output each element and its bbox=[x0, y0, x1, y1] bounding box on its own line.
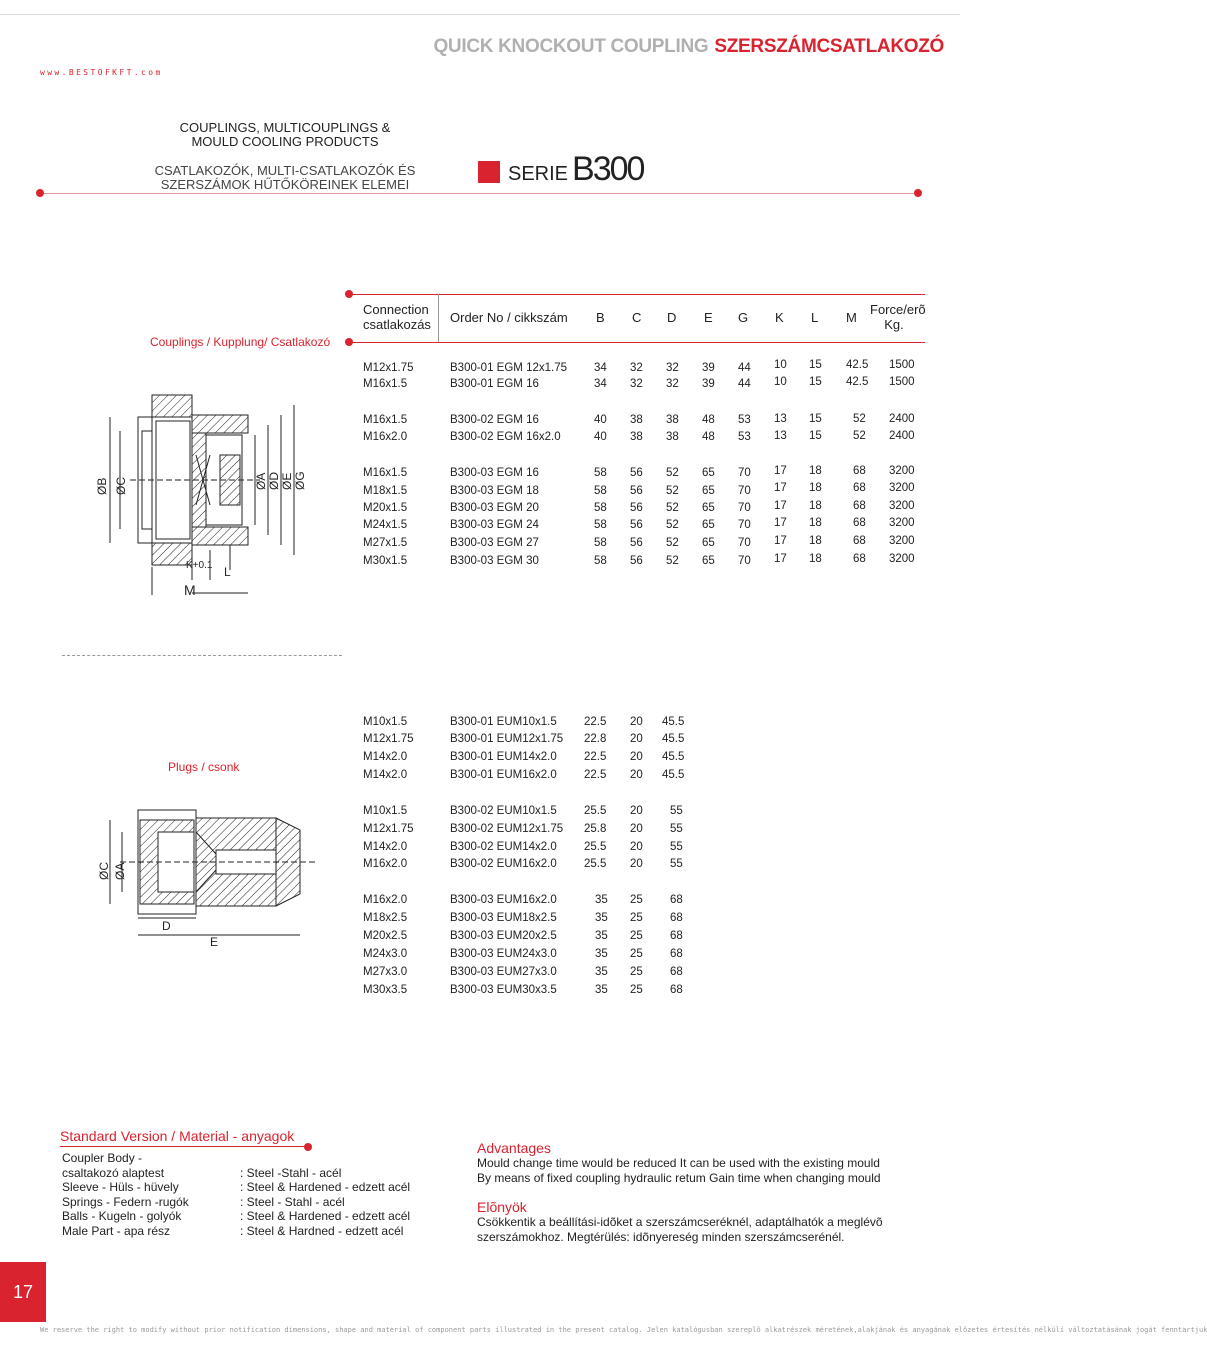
cell-G: 44 bbox=[738, 378, 751, 390]
cell-C: 56 bbox=[630, 555, 643, 567]
header-force-unit: Kg. bbox=[884, 317, 904, 332]
cell-value-3: 55 bbox=[670, 858, 683, 870]
cell-value-3: 68 bbox=[670, 948, 683, 960]
cell-C: 56 bbox=[630, 467, 643, 479]
cell-value-3: 68 bbox=[670, 894, 683, 906]
cell-connection: M30x3.5 bbox=[363, 984, 408, 996]
cell-value-3: 68 bbox=[670, 912, 683, 924]
divider-dot-left bbox=[36, 189, 44, 197]
cell-order: B300-03 EUM30x3.5 bbox=[450, 984, 557, 996]
coupling-drawing bbox=[95, 395, 325, 600]
cell-value-2: 20 bbox=[630, 751, 643, 763]
cell-C: 56 bbox=[630, 485, 643, 497]
cell-D: 52 bbox=[666, 502, 679, 514]
cell-value-3: 45.5 bbox=[662, 716, 685, 728]
cell-connection: M14x2.0 bbox=[363, 841, 408, 853]
cell-E: 65 bbox=[702, 502, 715, 514]
cell-connection: M14x2.0 bbox=[363, 769, 408, 781]
dim-M: M bbox=[184, 582, 196, 598]
cell-K: 17 bbox=[774, 553, 787, 565]
cell-force: 2400 bbox=[889, 430, 915, 442]
cell-value-2: 25 bbox=[630, 894, 643, 906]
cell-B: 34 bbox=[594, 362, 607, 374]
cell-D: 52 bbox=[666, 467, 679, 479]
cell-E: 48 bbox=[702, 431, 715, 443]
dim-B: ØB bbox=[95, 477, 109, 495]
dim-K: K+0.1 bbox=[186, 560, 213, 571]
header-E: E bbox=[704, 310, 713, 325]
cell-K: 17 bbox=[774, 465, 787, 477]
cell-L: 18 bbox=[809, 465, 822, 477]
cell-G: 70 bbox=[738, 537, 751, 549]
serie-badge bbox=[478, 150, 643, 189]
cell-L: 18 bbox=[809, 517, 822, 529]
cell-K: 13 bbox=[774, 413, 787, 425]
cell-connection: M30x1.5 bbox=[363, 555, 408, 567]
cell-K: 17 bbox=[774, 500, 787, 512]
cell-L: 18 bbox=[809, 535, 822, 547]
plug-dim-D: D bbox=[162, 919, 171, 933]
section-dashes bbox=[62, 655, 342, 656]
cell-E: 39 bbox=[702, 378, 715, 390]
dim-A: ØA bbox=[254, 472, 268, 490]
cell-connection: M18x1.5 bbox=[363, 485, 408, 497]
cell-value-2: 25 bbox=[630, 912, 643, 924]
cell-G: 44 bbox=[738, 362, 751, 374]
material-title: Standard Version / Material - anyagok bbox=[60, 1128, 295, 1144]
material-dot bbox=[304, 1143, 312, 1151]
cell-B: 34 bbox=[594, 378, 607, 390]
cell-value-3: 45.5 bbox=[662, 769, 685, 781]
category-hu bbox=[110, 164, 460, 192]
advantages-line1: Mould change time would be reduced It can be used with the existing mould bbox=[477, 1156, 880, 1170]
disclaimer: We reserve the right to modify without prior notification dimensions, shape and material of component parts illustrated in the present catalog. Jelen katalógusban szereplõ alkatrészek méretének,alakjának és anyagának elõzetes értesítés nélküli változtatásának jogát fenntartjuk bbox=[40, 1326, 1207, 1334]
couplings-label: Couplings / Kupplung/ Csatlakozó bbox=[150, 335, 331, 349]
cell-order: B300-03 EUM18x2.5 bbox=[450, 912, 557, 924]
header-D: D bbox=[667, 310, 677, 325]
cell-connection: M12x1.75 bbox=[363, 823, 414, 835]
cell-connection: M16x1.5 bbox=[363, 414, 408, 426]
cell-value-1: 25.8 bbox=[584, 823, 607, 835]
cell-value-2: 20 bbox=[630, 733, 643, 745]
cell-force: 3200 bbox=[889, 465, 915, 477]
cell-connection: M16x2.0 bbox=[363, 431, 408, 443]
cell-order: B300-02 EUM16x2.0 bbox=[450, 858, 557, 870]
cell-order: B300-01 EUM10x1.5 bbox=[450, 716, 557, 728]
category-en bbox=[120, 121, 450, 149]
cell-B: 58 bbox=[594, 537, 607, 549]
cell-order: B300-03 EUM27x3.0 bbox=[450, 966, 557, 978]
cell-value-2: 25 bbox=[630, 984, 643, 996]
cell-connection: M27x1.5 bbox=[363, 537, 408, 549]
header-dot-bottom bbox=[345, 338, 353, 346]
cell-K: 17 bbox=[774, 517, 787, 529]
cell-order: B300-01 EUM12x1.75 bbox=[450, 733, 564, 745]
cell-L: 18 bbox=[809, 482, 822, 494]
material-name: Balls - Kugeln - golyók bbox=[62, 1209, 182, 1223]
cell-order: B300-02 EGM 16 bbox=[450, 414, 539, 426]
cell-G: 70 bbox=[738, 485, 751, 497]
cell-M: 68 bbox=[853, 482, 866, 494]
cell-order: B300-03 EGM 30 bbox=[450, 555, 539, 567]
cell-K: 17 bbox=[774, 535, 787, 547]
cell-L: 15 bbox=[809, 413, 822, 425]
cell-C: 38 bbox=[630, 431, 643, 443]
cell-connection: M20x2.5 bbox=[363, 930, 408, 942]
header-M: M bbox=[846, 310, 857, 325]
cell-value-2: 20 bbox=[630, 823, 643, 835]
cell-connection: M10x1.5 bbox=[363, 716, 408, 728]
cell-C: 56 bbox=[630, 519, 643, 531]
cell-order: B300-03 EUM24x3.0 bbox=[450, 948, 557, 960]
cell-C: 32 bbox=[630, 378, 643, 390]
cell-connection: M20x1.5 bbox=[363, 502, 408, 514]
category-hu-line2: SZERSZÁMOK HŰTŐKÖREINEK ELEMEI bbox=[160, 177, 410, 192]
cell-order: B300-03 EUM20x2.5 bbox=[450, 930, 557, 942]
header-C: C bbox=[632, 310, 642, 325]
category-en-line1: COUPLINGS, MULTICOUPLINGS & bbox=[179, 120, 391, 135]
serie-code: B300 bbox=[572, 150, 644, 188]
cell-connection: M16x1.5 bbox=[363, 467, 408, 479]
cell-D: 52 bbox=[666, 519, 679, 531]
material-values bbox=[240, 1151, 410, 1238]
cell-K: 17 bbox=[774, 482, 787, 494]
cell-value-2: 25 bbox=[630, 966, 643, 978]
header-L: L bbox=[811, 310, 819, 325]
cell-value-2: 20 bbox=[630, 858, 643, 870]
cell-D: 32 bbox=[666, 378, 679, 390]
cell-force: 3200 bbox=[889, 535, 915, 547]
cell-value-2: 25 bbox=[630, 930, 643, 942]
cell-value-3: 55 bbox=[670, 805, 683, 817]
cell-force: 3200 bbox=[889, 500, 915, 512]
cell-connection: M16x2.0 bbox=[363, 858, 408, 870]
dim-L: L bbox=[224, 565, 231, 579]
cell-value-2: 20 bbox=[630, 716, 643, 728]
header-force-label: Force/erõ bbox=[870, 302, 926, 317]
cell-K: 10 bbox=[774, 376, 787, 388]
site-url[interactable]: www.BESTOFKFT.com bbox=[40, 68, 163, 77]
cell-B: 40 bbox=[594, 414, 607, 426]
cell-order: B300-03 EGM 24 bbox=[450, 519, 539, 531]
cell-connection: M24x1.5 bbox=[363, 519, 408, 531]
header-separator bbox=[438, 294, 439, 342]
cell-value-3: 45.5 bbox=[662, 733, 685, 745]
advantages-title-hu: Elõnyök bbox=[477, 1199, 527, 1215]
cell-D: 52 bbox=[666, 537, 679, 549]
cell-M: 68 bbox=[853, 553, 866, 565]
page-number: 17 bbox=[0, 1262, 46, 1322]
cell-G: 70 bbox=[738, 502, 751, 514]
cell-value-1: 22.5 bbox=[584, 751, 607, 763]
cell-value-3: 45.5 bbox=[662, 751, 685, 763]
cell-connection: M24x3.0 bbox=[363, 948, 408, 960]
cell-M: 68 bbox=[853, 465, 866, 477]
cell-M: 68 bbox=[853, 517, 866, 529]
header-force bbox=[870, 302, 926, 332]
dim-D: ØD bbox=[267, 472, 281, 490]
cell-B: 58 bbox=[594, 519, 607, 531]
material-names bbox=[62, 1151, 189, 1238]
cell-B: 58 bbox=[594, 555, 607, 567]
dim-E: ØE bbox=[280, 472, 294, 490]
cell-L: 18 bbox=[809, 500, 822, 512]
plug-dim-C: ØC bbox=[97, 862, 111, 880]
cell-connection: M18x2.5 bbox=[363, 912, 408, 924]
header-connection-en: Connection bbox=[363, 302, 429, 317]
cell-K: 10 bbox=[774, 359, 787, 371]
material-value: : Steel & Hardened - edzett acél bbox=[240, 1209, 411, 1223]
cell-value-1: 35 bbox=[595, 948, 608, 960]
header-title-en: QUICK KNOCKOUT COUPLING bbox=[433, 36, 709, 57]
cell-M: 68 bbox=[853, 500, 866, 512]
cell-G: 53 bbox=[738, 414, 751, 426]
category-en-line2: MOULD COOLING PRODUCTS bbox=[191, 134, 379, 149]
material-name: Springs - Federn -rugók bbox=[62, 1194, 189, 1209]
cell-M: 52 bbox=[853, 430, 866, 442]
cell-D: 32 bbox=[666, 362, 679, 374]
cell-force: 2400 bbox=[889, 413, 915, 425]
cell-C: 32 bbox=[630, 362, 643, 374]
cell-value-2: 25 bbox=[630, 948, 643, 960]
advantages-hu-line1: Csökkentik a beállítási-idõket a szerszámcseréknél, adaptálhatók a meglévõ bbox=[477, 1215, 883, 1229]
cell-value-1: 22.5 bbox=[584, 769, 607, 781]
cell-value-1: 25.5 bbox=[584, 841, 607, 853]
cell-G: 70 bbox=[738, 555, 751, 567]
advantages-hu-line2: szerszámokhoz. Megtérülés: idõnyereség minden szerszámcserénél. bbox=[477, 1229, 845, 1244]
cell-order: B300-01 EUM14x2.0 bbox=[450, 751, 557, 763]
cell-order: B300-02 EUM10x1.5 bbox=[450, 805, 557, 817]
header-G: G bbox=[738, 310, 749, 325]
cell-value-1: 22.8 bbox=[584, 733, 607, 745]
cell-connection: M12x1.75 bbox=[363, 362, 414, 374]
plug-dim-E: E bbox=[210, 935, 219, 949]
cell-connection: M10x1.5 bbox=[363, 805, 408, 817]
cell-B: 58 bbox=[594, 467, 607, 479]
cell-L: 15 bbox=[809, 376, 822, 388]
header-B: B bbox=[596, 310, 605, 325]
cell-value-1: 22.5 bbox=[584, 716, 607, 728]
cell-order: B300-02 EUM14x2.0 bbox=[450, 841, 557, 853]
header-K: K bbox=[775, 310, 784, 325]
cell-force: 1500 bbox=[889, 376, 915, 388]
advantages-title: Advantages bbox=[477, 1140, 551, 1156]
cell-order: B300-01 EUM16x2.0 bbox=[450, 769, 557, 781]
cell-connection: M16x1.5 bbox=[363, 378, 408, 390]
cell-order: B300-03 EUM16x2.0 bbox=[450, 894, 557, 906]
material-value: : Steel & Hardened - edzett acél bbox=[240, 1180, 411, 1194]
cell-value-1: 35 bbox=[595, 894, 608, 906]
table-header-bottom-rule bbox=[347, 342, 925, 343]
cell-order: B300-01 EGM 12x1.75 bbox=[450, 362, 567, 374]
cell-E: 65 bbox=[702, 555, 715, 567]
cell-order: B300-03 EGM 20 bbox=[450, 502, 539, 514]
section-divider bbox=[38, 193, 918, 194]
header-title-hu: SZERSZÁMCSATLAKOZÓ bbox=[714, 36, 944, 57]
cell-value-2: 20 bbox=[630, 805, 643, 817]
cell-value-1: 25.5 bbox=[584, 858, 607, 870]
cell-D: 52 bbox=[666, 555, 679, 567]
category-hu-line1: CSATLAKOZÓK, MULTI-CSATLAKOZÓK ÉS bbox=[154, 163, 416, 178]
cell-G: 53 bbox=[738, 431, 751, 443]
cell-value-3: 55 bbox=[670, 823, 683, 835]
cell-order: B300-03 EGM 18 bbox=[450, 485, 539, 497]
cell-value-3: 55 bbox=[670, 841, 683, 853]
material-name: Male Part - apa rész bbox=[62, 1223, 171, 1238]
header-order: Order No / cikkszám bbox=[450, 310, 568, 325]
cell-value-3: 68 bbox=[670, 966, 683, 978]
material-underline bbox=[60, 1146, 308, 1147]
cell-order: B300-02 EUM12x1.75 bbox=[450, 823, 564, 835]
cell-value-2: 20 bbox=[630, 841, 643, 853]
cell-E: 65 bbox=[702, 485, 715, 497]
serie-label: SERIE bbox=[508, 163, 569, 185]
cell-L: 15 bbox=[809, 359, 822, 371]
cell-E: 48 bbox=[702, 414, 715, 426]
material-value: : Steel -Stahl - acél bbox=[240, 1165, 342, 1180]
cell-C: 56 bbox=[630, 502, 643, 514]
header-connection bbox=[363, 302, 431, 332]
cell-M: 42.5 bbox=[846, 359, 869, 371]
cell-E: 65 bbox=[702, 519, 715, 531]
top-rule bbox=[0, 14, 960, 15]
cell-value-1: 35 bbox=[595, 966, 608, 978]
cell-order: B300-01 EGM 16 bbox=[450, 378, 539, 390]
plug-dim-A: ØA bbox=[113, 862, 127, 880]
cell-M: 42.5 bbox=[846, 376, 869, 388]
cell-D: 38 bbox=[666, 414, 679, 426]
cell-value-1: 35 bbox=[595, 912, 608, 924]
cell-force: 3200 bbox=[889, 517, 915, 529]
cell-force: 1500 bbox=[889, 359, 915, 371]
serie-square-icon bbox=[478, 161, 500, 183]
material-value bbox=[240, 1151, 410, 1166]
cell-G: 70 bbox=[738, 519, 751, 531]
cell-L: 18 bbox=[809, 553, 822, 565]
cell-value-2: 20 bbox=[630, 769, 643, 781]
cell-E: 65 bbox=[702, 537, 715, 549]
advantages-line2: By means of fixed coupling hydraulic retum Gain time when changing mould bbox=[477, 1170, 881, 1185]
cell-force: 3200 bbox=[889, 482, 915, 494]
header-connection-hu: csatlakozás bbox=[363, 317, 431, 332]
cell-order: B300-02 EGM 16x2.0 bbox=[450, 431, 561, 443]
cell-E: 65 bbox=[702, 467, 715, 479]
divider-dot-right bbox=[914, 189, 922, 197]
cell-C: 38 bbox=[630, 414, 643, 426]
page-header bbox=[433, 36, 944, 58]
cell-connection: M16x2.0 bbox=[363, 894, 408, 906]
dim-G: ØG bbox=[293, 471, 307, 490]
cell-C: 56 bbox=[630, 537, 643, 549]
advantages-text-hu bbox=[477, 1215, 883, 1244]
cell-value-1: 35 bbox=[595, 930, 608, 942]
material-name: csaltakozó alaptest bbox=[62, 1165, 165, 1180]
plug-drawing bbox=[97, 810, 330, 950]
cell-D: 52 bbox=[666, 485, 679, 497]
cell-M: 68 bbox=[853, 535, 866, 547]
cell-L: 15 bbox=[809, 430, 822, 442]
cell-value-1: 25.5 bbox=[584, 805, 607, 817]
cell-order: B300-03 EGM 27 bbox=[450, 537, 539, 549]
material-name: Coupler Body - bbox=[62, 1151, 143, 1165]
dim-C: ØC bbox=[114, 477, 128, 495]
cell-connection: M14x2.0 bbox=[363, 751, 408, 763]
table-header-top-rule bbox=[347, 294, 925, 295]
cell-value-3: 68 bbox=[670, 984, 683, 996]
cell-G: 70 bbox=[738, 467, 751, 479]
material-name: Sleeve - Hüls - hüvely bbox=[62, 1180, 179, 1194]
material-value: : Steel & Hardned - edzett acél bbox=[240, 1223, 404, 1238]
plugs-label: Plugs / csonk bbox=[168, 760, 240, 774]
cell-K: 13 bbox=[774, 430, 787, 442]
cell-force: 3200 bbox=[889, 553, 915, 565]
cell-value-3: 68 bbox=[670, 930, 683, 942]
material-value: : Steel - Stahl - acél bbox=[240, 1194, 345, 1209]
cell-E: 39 bbox=[702, 362, 715, 374]
cell-B: 58 bbox=[594, 485, 607, 497]
cell-D: 38 bbox=[666, 431, 679, 443]
cell-B: 40 bbox=[594, 431, 607, 443]
cell-connection: M27x3.0 bbox=[363, 966, 408, 978]
header-dot-top bbox=[345, 290, 353, 298]
cell-connection: M12x1.75 bbox=[363, 733, 414, 745]
cell-B: 58 bbox=[594, 502, 607, 514]
advantages-text bbox=[477, 1156, 881, 1185]
cell-order: B300-03 EGM 16 bbox=[450, 467, 539, 479]
cell-M: 52 bbox=[853, 413, 866, 425]
cell-value-1: 35 bbox=[595, 984, 608, 996]
